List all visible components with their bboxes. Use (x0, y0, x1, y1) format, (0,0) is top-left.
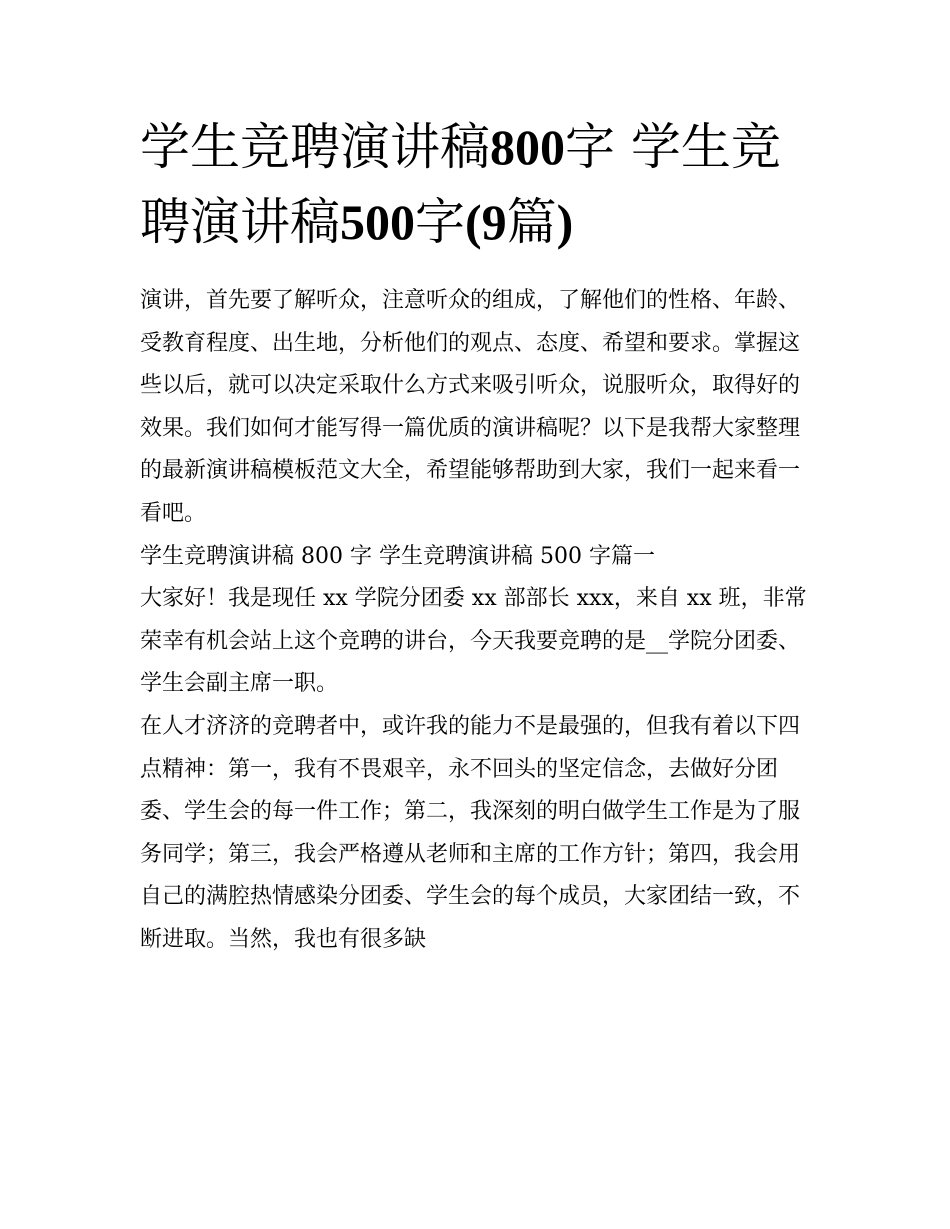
paragraph-strengths: 在人才济济的竞聘者中，或许我的能力不是最强的，但我有着以下四点精神：第一，我有不畏艰辛，永不回头的坚定信念，去做好分团委、学生会的每一件工作；第二，我深刻的明白做学生工作是为了服务同学；第三，我会严格遵从老师和主席的工作方针；第四，我会用自己的满腔热情感染分团委、学生会的每个成员，大家团结一致，不断进取。当然，我也有很多缺 (140, 713, 801, 952)
section-heading: 学生竞聘演讲稿 800 字 学生竞聘演讲稿 500 字篇一 (140, 543, 655, 569)
document-body (140, 280, 820, 962)
title-text: 学生竞聘演讲稿 (140, 118, 490, 176)
title-text: 字 学生竞 (565, 118, 781, 176)
title-number: (9 (465, 194, 507, 250)
title-text: ) (556, 194, 574, 250)
title-text: 字 (415, 193, 465, 251)
title-text: 篇 (506, 193, 557, 251)
title-number: 500 (340, 194, 415, 250)
title-number: 800 (490, 119, 565, 175)
paragraph-greeting: 大家好！我是现任 xx 学院分团委 xx 部部长 xxx，来自 xx 班，非常荣幸有机会站上这个竞聘的讲台，今天我要竞聘的是__学院分团委、学生会副主席一职。 (140, 586, 807, 697)
document-title (140, 110, 830, 260)
title-text: 聘演讲稿 (140, 193, 340, 251)
paragraph-intro: 演讲，首先要了解听众，注意听众的组成，了解他们的性格、年龄、受教育程度、出生地，分析他们的观点、态度、希望和要求。掌握这些以后，就可以决定采取什么方式来吸引听众，说服听众，取得好的效果。我们如何才能写得一篇优质的演讲稿呢？以下是我帮大家整理的最新演讲稿模板范文大全，希望能够帮助到大家，我们一起来看一看吧。 (140, 288, 801, 526)
